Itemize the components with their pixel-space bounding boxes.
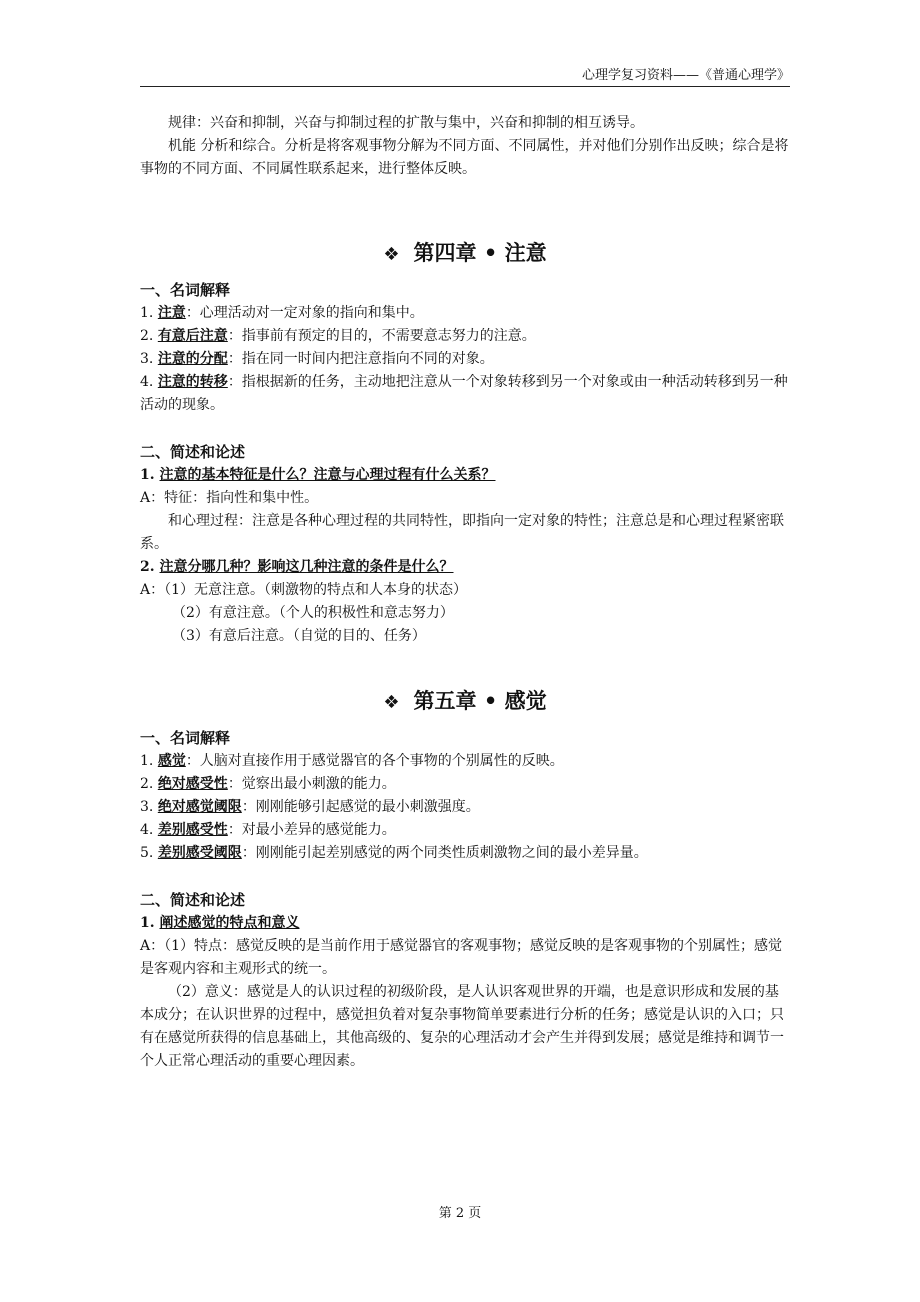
ch5-term-2: 2. 绝对感受性：觉察出最小刺激的能力。: [140, 776, 396, 792]
ch4-answer-2-item-3: （3）有意后注意。（自觉的目的、任务）: [172, 628, 426, 644]
ch5-answer-1: A：（1）特点：感觉反映的是当前作用于感觉器官的客观事物；感觉反映的是客观事物的个别属性；感觉是客观内容和主观形式的统一。: [140, 938, 783, 977]
intro-paragraph-2: 机能 分析和综合。分析是将客观事物分解为不同方面、不同属性，并对他们分别作出反映；综合是将事物的不同方面、不同属性联系起来，进行整体反映。: [140, 138, 789, 177]
chapter-4-title-text: 第四章 • 注意: [413, 241, 547, 265]
term-name: 有意后注意: [157, 328, 228, 344]
ch4-answer-2-item-1: A：（1）无意注意。（刺激物的特点和人本身的状态）: [140, 582, 468, 598]
ch4-section-definitions: 一、名词解释: [140, 281, 231, 299]
ch4-section-discussion: 二、简述和论述: [140, 443, 246, 461]
ch4-answer-1: A：特征：指向性和集中性。: [140, 490, 319, 506]
ch5-term-3: 3. 绝对感觉阈限：刚刚能够引起感觉的最小刺激强度。: [140, 799, 480, 815]
chapter-4-title: [140, 238, 790, 270]
chapter-5-title-text: 第五章 • 感觉: [413, 689, 547, 713]
ch5-term-4: 4. 差别感受性：对最小差异的感觉能力。: [140, 822, 396, 838]
page-header: [140, 66, 790, 87]
ch5-section-discussion: 二、简述和论述: [140, 891, 246, 909]
term-name: 注意: [157, 305, 186, 321]
diamond-bullet-icon: ❖: [383, 244, 400, 265]
ch5-term-1: 1. 感觉：人脑对直接作用于感觉器官的各个事物的个别属性的反映。: [140, 753, 564, 769]
term-name: 注意的转移: [157, 374, 228, 390]
header-title: 心理学复习资料——《普通心理学》: [581, 68, 790, 83]
term-name: 绝对感受性: [157, 776, 228, 792]
term-name: 差别感受阈限: [157, 845, 242, 861]
document-body: [140, 112, 790, 1073]
term-name: 注意的分配: [157, 351, 228, 367]
page-number: 第 2 页: [438, 1206, 482, 1221]
ch5-term-5: 5. 差别感受阈限：刚刚能引起差别感觉的两个同类性质刺激物之间的最小差异量。: [140, 845, 648, 861]
ch4-term-4: 4. 注意的转移：指根据新的任务，主动地把注意从一个对象转移到另一个对象或由一种活动转移到另一种活动的现象。: [140, 374, 788, 413]
diamond-bullet-icon: ❖: [383, 692, 400, 713]
ch4-question-2: 2. 注意分哪几种？影响这几种注意的条件是什么？: [140, 559, 454, 575]
chapter-5-title: [140, 686, 790, 718]
ch4-term-3: 3. 注意的分配：指在同一时间内把注意指向不同的对象。: [140, 351, 494, 367]
ch5-section-definitions: 一、名词解释: [140, 729, 231, 747]
intro-paragraph-1: 规律：兴奋和抑制，兴奋与抑制过程的扩散与集中，兴奋和抑制的相互诱导。: [168, 115, 644, 131]
ch4-answer-2-item-2: （2）有意注意。（个人的积极性和意志努力）: [172, 605, 454, 621]
term-name: 感觉: [157, 753, 186, 769]
ch4-term-1: 1. 注意：心理活动对一定对象的指向和集中。: [140, 305, 424, 321]
ch4-answer-1-detail: 和心理过程：注意是各种心理过程的共同特性，即指向一定对象的特性；注意总是和心理过程紧密联系。: [140, 513, 784, 552]
ch5-answer-2: （2）意义：感觉是人的认识过程的初级阶段，是人认识客观世界的开端，也是意识形成和发展的基本成分；在认识世界的过程中，感觉担负着对复杂事物简单要素进行分析的任务；感觉是认识的入口；只有在感觉所获得的信息基础上，其他高级的、复杂的心理活动才会产生并得到发展；感觉是维持和调节一个人正常心理活动的重要心理因素。: [140, 984, 784, 1069]
ch4-term-2: 2. 有意后注意：指事前有预定的目的，不需要意志努力的注意。: [140, 328, 536, 344]
ch4-question-1: 1. 注意的基本特征是什么？注意与心理过程有什么关系？: [140, 467, 496, 483]
term-name: 差别感受性: [157, 822, 228, 838]
term-name: 绝对感觉阈限: [157, 799, 242, 815]
ch5-question-1: 1. 阐述感觉的特点和意义: [140, 915, 300, 931]
